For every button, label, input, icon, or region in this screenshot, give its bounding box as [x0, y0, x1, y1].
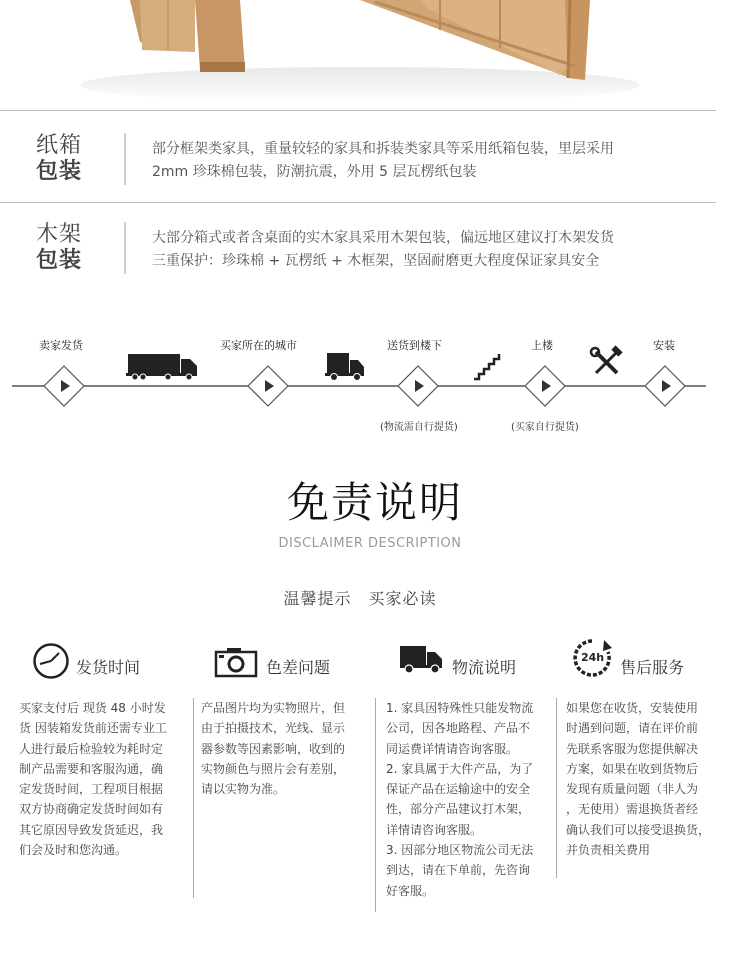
carton-packaging-text: [152, 138, 614, 184]
text-line: 方案，如果在收到货物后: [566, 761, 699, 776]
text-line: 发现有质量问题（非人为: [566, 782, 699, 797]
text-line: 大部分箱式或者含桌面的实木家具采用木架包装，偏远地区建议打木架发货: [152, 230, 614, 246]
step-marker-2: [248, 366, 288, 406]
text-line: 买家支付后 现货 48 小时发: [19, 701, 166, 715]
timeline-graphic: [0, 330, 750, 440]
disclaimer-title: [0, 470, 750, 530]
logistics-text: [386, 698, 556, 901]
category-label: 色差问题: [266, 658, 331, 677]
text-line: 制产品需要和客服沟通，确: [19, 761, 164, 776]
column-divider: [556, 698, 557, 878]
text-line: 同运费详情请咨询客服。: [386, 741, 519, 756]
clock-icon: [32, 642, 70, 680]
vertical-bar: [124, 133, 126, 185]
text-line: 由于拍摄技术，光线、显示: [201, 721, 346, 736]
title-line: 包装: [36, 159, 83, 184]
step-marker-3: [398, 366, 438, 406]
text-line: 确认我们可以接受退换货，: [566, 822, 711, 837]
text-line: 其它原因导致发货延迟，我: [19, 822, 164, 837]
text-line: 详情请咨询客服。: [386, 822, 483, 837]
text-line: 时遇到问题，请在评价前: [566, 721, 699, 736]
text-line: 性，部分产品建议打木架，: [386, 802, 531, 817]
step-label: 送货到楼下: [387, 339, 442, 352]
text-line: 1. 家具因特殊性只能发物流: [386, 701, 534, 715]
step-marker-5: [645, 366, 685, 406]
text-line: 到达，请在下单前，先咨询: [386, 863, 531, 878]
category-label: 物流说明: [452, 658, 517, 677]
wood-crate-packaging-text: [152, 227, 614, 273]
wood-crate-packaging-title: [36, 222, 82, 274]
column-divider: [193, 698, 194, 898]
text-line: 实物颜色与照片会有差别，: [201, 761, 346, 776]
title-line: 木架: [36, 222, 83, 247]
step-label: 安装: [653, 339, 675, 352]
furniture-boxes-image: [0, 0, 750, 100]
tools-icon: [591, 345, 623, 373]
text-line: 器参数等因素影响，收到的: [201, 741, 346, 756]
shipping-time-text: [19, 698, 194, 860]
category-label: 发货时间: [76, 658, 141, 677]
truck-small-icon: [325, 353, 364, 381]
text-line: 并负责相关费用: [566, 843, 651, 858]
text-line: ，无使用）需退换货者经: [566, 802, 699, 817]
title-line: 纸箱: [36, 133, 83, 158]
text-line: 公司，因各地路程、产品不: [386, 721, 531, 736]
truck-large-icon: [126, 354, 197, 380]
text-line: 请以实物为准。: [201, 782, 286, 797]
divider: [0, 110, 716, 111]
text-line: 定发货时间，工程项目根据: [19, 782, 164, 797]
divider: [0, 202, 716, 203]
text-line: 部分框架类家具，重量较轻的家具和拆装类家具等采用纸箱包装，里层采用: [152, 141, 614, 157]
text-line: 们会及时和您沟通。: [19, 843, 128, 858]
packaging-photo: [0, 0, 750, 100]
category-label: 售后服务: [620, 658, 685, 677]
truck-icon: [398, 644, 446, 674]
step-marker-1: [44, 366, 84, 406]
badge-24h: 24h: [581, 651, 605, 664]
step-note: (物流需自行提货): [380, 422, 458, 433]
stairs-icon: [474, 354, 499, 379]
disclaimer-subtitle: DISCLAIMER DESCRIPTION: [278, 536, 462, 551]
title-line: 包装: [36, 248, 83, 273]
vertical-bar: [124, 222, 126, 274]
color-difference-text: [201, 698, 371, 799]
text-line: 如果您在收货，安装使用: [566, 701, 699, 715]
text-line: 3. 因部分地区物流公司无法: [386, 843, 534, 858]
24h-service-icon: [570, 636, 614, 680]
text-line: 先联系客服为您提供解决: [566, 741, 699, 756]
camera-icon: [214, 646, 258, 678]
text-line: 2. 家具属于大件产品，为了: [386, 761, 534, 776]
title-thin: 说明: [375, 478, 464, 527]
step-note: (买家自行提货): [511, 422, 579, 433]
text-line: 2mm 珍珠棉包装，防潮抗震，外用 5 层瓦楞纸包装: [152, 164, 477, 180]
step-label: 卖家发货: [39, 339, 83, 352]
text-line: 货 因装箱发货前还需专业工: [19, 721, 167, 736]
text-line: 三重保护：珍珠棉 + 瓦楞纸 + 木框架，坚固耐磨更大程度保证家具安全: [152, 253, 600, 269]
carton-packaging-title: [36, 133, 82, 185]
after-sales-text: [566, 698, 746, 860]
delivery-process: [0, 330, 750, 440]
step-label: 买家所在的城市: [220, 339, 297, 352]
title-bold: 免责: [286, 478, 375, 527]
text-line: 双方协商确定发货时间如有: [19, 802, 164, 817]
text-line: 产品图片均为实物照片，但: [201, 701, 346, 715]
text-line: 人进行最后检验较为耗时定: [19, 741, 164, 756]
text-line: 保证产品在运输途中的安全: [386, 782, 531, 797]
step-label: 上楼: [531, 339, 553, 352]
text-line: 好客服。: [386, 883, 435, 898]
step-marker-4: [525, 366, 565, 406]
column-divider: [375, 698, 376, 912]
tip-heading: 温馨提示 买家必读: [283, 589, 437, 608]
